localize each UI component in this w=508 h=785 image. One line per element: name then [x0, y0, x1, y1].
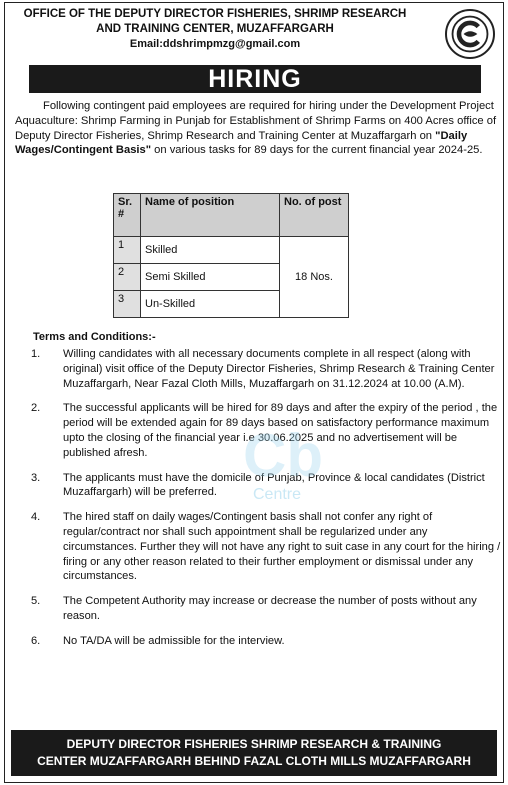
intro-bold-text: "Daily Wages/Contingent Basis": [15, 129, 468, 157]
term-number: 2.: [31, 402, 41, 415]
list-item: [19, 634, 501, 649]
row-sr: 2: [114, 264, 141, 291]
table-header-row: [114, 194, 349, 237]
table-row: [114, 237, 349, 264]
header-line-2: AND TRAINING CENTER, MUZAFFARGARH: [96, 23, 334, 35]
header-line-1: OFFICE OF THE DEPUTY DIRECTOR FISHERIES, SHRIMP RESEARCH: [23, 8, 407, 20]
term-number: 5.: [31, 595, 41, 608]
office-header: [5, 7, 425, 52]
term-number: 3.: [31, 471, 41, 484]
watermark-text: Centre: [253, 486, 302, 503]
term-text: The applicants must have the domicile of Punjab, Province & local candidates (District Muzaffargarh) will be preferred.: [63, 471, 485, 499]
list-item: [19, 510, 501, 584]
row-position: Semi Skilled: [141, 264, 280, 291]
term-text: The successful applicants will be hired for 89 days and after the expiry of the period , the period will be extended again for 89 days based on satisfactory performance maximum upto the closing of the financial year i.e 30.06.2025 and no advertisement will be published afresh.: [63, 402, 498, 459]
advertisement-page: [4, 2, 504, 783]
terms-title: Terms and Conditions:-: [33, 331, 156, 343]
row-position: Un-Skilled: [141, 291, 280, 318]
term-number: 1.: [31, 348, 41, 360]
intro-text-after: on various tasks for 89 days for the current financial year 2024-25.: [151, 144, 483, 157]
row-sr: 3: [114, 291, 141, 318]
footer-line-1: DEPUTY DIRECTOR FISHERIES SHRIMP RESEARCH & TRAINING: [66, 737, 442, 751]
header-posts: No. of post: [280, 194, 349, 237]
term-text: The Competent Authority may increase or decrease the number of posts without any reason.: [63, 595, 477, 622]
positions-table: [113, 193, 349, 318]
footer-address: [11, 730, 497, 776]
list-item: [19, 594, 501, 624]
intro-paragraph: [15, 99, 499, 158]
intro-text-before: Following contingent paid employees are required for hiring under the Development Project Aquaculture: Shrimp Farming in Punjab for Establishment of Shrimp Farms on 400 Acres office of Deputy Director Fisheries, Shrimp Research and Training Center at Muzaffargarh on: [15, 100, 497, 142]
hiring-banner: HIRING: [29, 65, 481, 93]
row-sr: 1: [114, 237, 141, 264]
header-sr: Sr. #: [114, 194, 141, 237]
footer-line-2: CENTER MUZAFFARGARH BEHIND FAZAL CLOTH MILLS MUZAFFARGARH: [37, 754, 471, 768]
term-number: 6.: [31, 634, 41, 647]
header-position: Name of position: [141, 194, 280, 237]
posts-count: 18 Nos.: [280, 237, 349, 318]
list-item: [19, 347, 501, 391]
term-number: 4.: [31, 511, 41, 524]
term-text: Willing candidates with all necessary documents complete in all respect (along with original) visit office of the Deputy Director Fisheries, Shrimp Research & Training Center Muzaffargarh, Near Fazal Cloth Mills, Muzaffargarh on 31.12.2024 at 10.00 (A.M).: [63, 348, 495, 390]
term-text: The hired staff on daily wages/Contingent basis shall not confer any right of regular/contract nor shall such appointment shall be regularized under any circumstances. Further they will not have any right to suit case in any court for the hiring / firing or any other reason related to their further employment or dismissal under any circumstances.: [63, 511, 501, 583]
term-text: No TA/DA will be admissible for the interview.: [63, 634, 285, 647]
watermark-mark: Cb: [243, 422, 323, 489]
header-email: Email:ddshrimpmzg@gmail.com: [129, 38, 301, 50]
row-position: Skilled: [141, 237, 280, 264]
department-logo-icon: [445, 9, 495, 59]
